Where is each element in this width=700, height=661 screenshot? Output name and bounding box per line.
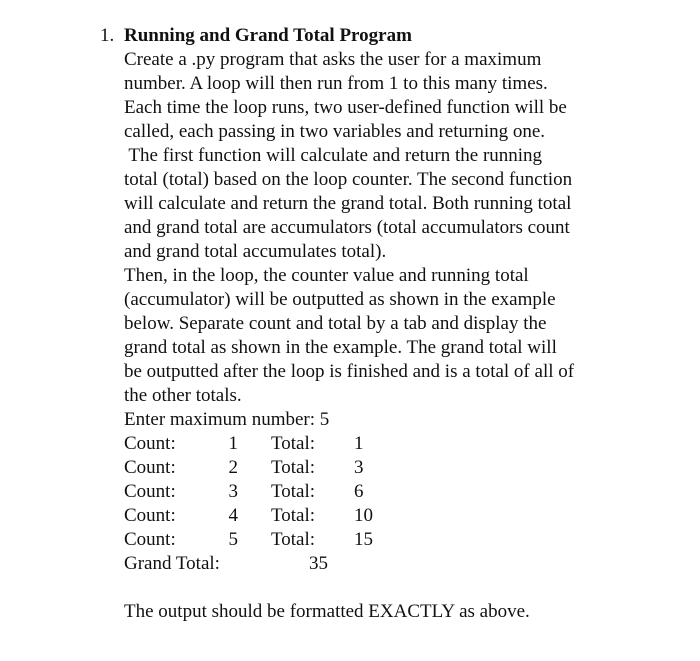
total-value: 3 — [354, 457, 364, 478]
total-value: 15 — [354, 529, 373, 550]
count-value: 4 — [228, 505, 238, 526]
total-value: 1 — [354, 433, 364, 454]
description-line: will calculate and return the grand total. Both running total — [124, 193, 572, 214]
description-line: be outputted after the loop is finished and is a total of all of — [124, 361, 575, 382]
grand-total-row — [124, 552, 424, 576]
example-row — [124, 456, 424, 480]
example-prompt: Enter maximum number: 5 — [124, 409, 330, 430]
example-row — [124, 528, 424, 552]
problem-description — [124, 48, 644, 408]
description-line: (accumulator) will be outputted as shown in the example — [124, 289, 556, 310]
footer-note: The output should be formatted EXACTLY as above. — [124, 601, 530, 622]
description-line: below. Separate count and total by a tab and display the — [124, 313, 547, 334]
description-line: Then, in the loop, the counter value and running total — [124, 265, 529, 286]
count-value: 5 — [228, 529, 238, 550]
example-row — [124, 480, 424, 504]
problem-number: 1. — [100, 25, 115, 46]
count-value: 3 — [228, 481, 238, 502]
count-value: 1 — [228, 433, 238, 454]
description-line: Create a .py program that asks the user for a maximum — [124, 49, 542, 70]
grand-total-value: 35 — [309, 553, 328, 574]
description-line: total (total) based on the loop counter. The second function — [124, 169, 573, 190]
total-value: 6 — [354, 481, 364, 502]
description-line: Each time the loop runs, two user-defined function will be — [124, 97, 567, 118]
grand-total-label: Grand Total: — [124, 553, 220, 574]
problem-heading — [100, 24, 412, 48]
count-label: Count: — [124, 529, 176, 550]
count-label: Count: — [124, 457, 176, 478]
count-label: Count: — [124, 481, 176, 502]
description-line: number. A loop will then run from 1 to this many times. — [124, 73, 548, 94]
total-label: Total: — [271, 433, 316, 454]
example-row — [124, 432, 424, 456]
total-label: Total: — [271, 505, 316, 526]
description-line: The first function will calculate and return the running — [124, 145, 543, 166]
count-value: 2 — [228, 457, 238, 478]
total-label: Total: — [271, 529, 316, 550]
total-value: 10 — [354, 505, 373, 526]
description-line: called, each passing in two variables and returning one. — [124, 121, 546, 142]
example-output-rows — [124, 432, 424, 552]
total-label: Total: — [271, 457, 316, 478]
count-label: Count: — [124, 433, 176, 454]
count-label: Count: — [124, 505, 176, 526]
description-line: and grand total accumulates total). — [124, 241, 387, 262]
example-row — [124, 504, 424, 528]
description-line: and grand total are accumulators (total accumulators count — [124, 217, 570, 238]
description-line: the other totals. — [124, 385, 242, 406]
description-line: grand total as shown in the example. The grand total will — [124, 337, 557, 358]
total-label: Total: — [271, 481, 316, 502]
problem-title: Running and Grand Total Program — [124, 25, 412, 46]
